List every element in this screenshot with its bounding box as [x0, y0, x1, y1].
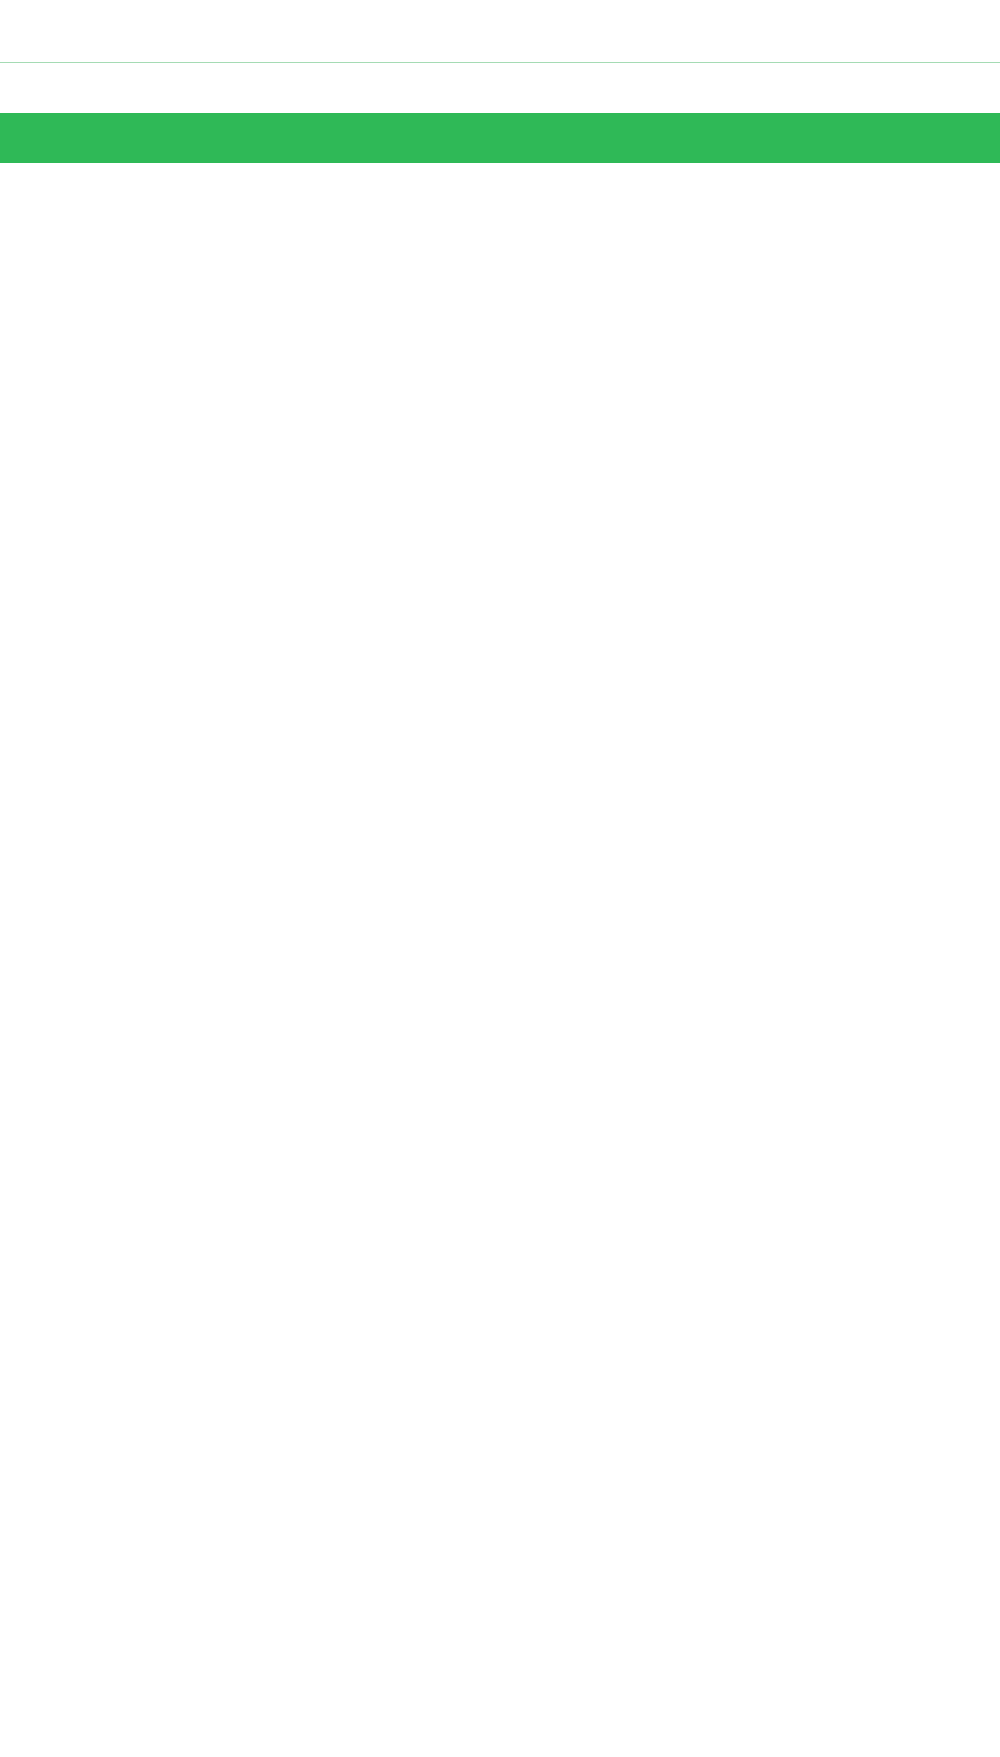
header-hours — [586, 113, 748, 163]
header-content — [322, 113, 586, 163]
header-stage — [0, 113, 170, 163]
table-header — [0, 113, 1000, 163]
header-teacher — [748, 113, 1000, 163]
page-title — [0, 0, 1000, 63]
course-info — [0, 63, 1000, 113]
